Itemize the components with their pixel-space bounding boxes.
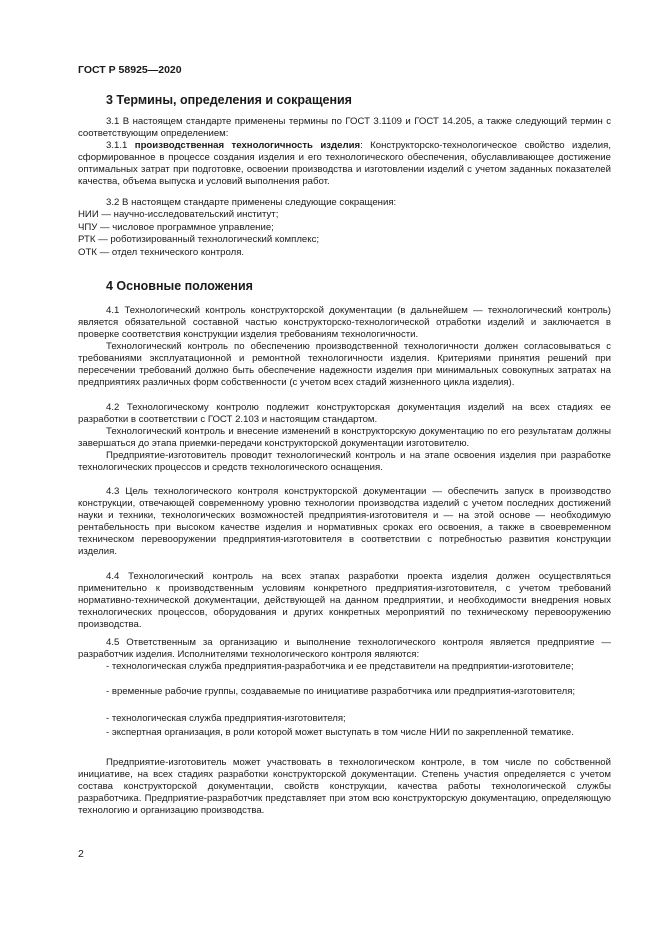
document-header: ГОСТ Р 58925—2020 xyxy=(78,64,182,76)
paragraph-3-1: 3.1 В настоящем стандарте применены термины по ГОСТ 3.1109 и ГОСТ 14.205, а также следующий термин с соответствующим определением: xyxy=(78,116,611,140)
paragraph-4-5: 4.5 Ответственным за организацию и выполнение технологического контроля является предприятие — разработчик изделия. Исполнителями технологического контроля являются: xyxy=(78,637,611,661)
abbreviation-nii: НИИ — научно-исследовательский институт; xyxy=(78,209,279,220)
list-item: - технологическая служба предприятия-изготовителя; xyxy=(106,713,346,724)
section-4-title: 4 Основные положения xyxy=(106,279,253,293)
paragraph-4-2: 4.2 Технологическому контролю подлежит конструкторская документация изделий на всех стадиях ее разработки в соответствии с ГОСТ 2.103 и настоящим стандартом. xyxy=(78,402,611,426)
abbreviation-otk: ОТК — отдел технического контроля. xyxy=(78,247,245,258)
abbreviation-chpu: ЧПУ — числовое программное управление; xyxy=(78,222,274,233)
paragraph-4-1-b: Технологический контроль по обеспечению производственной технологичности должен согласовываться с требованиями эксплуатационной и ремонтной технологичности изделия. Критериями принятия решений при пересечении требований должно быть обеспечение надежности изделия при минимальных совокупных затратах на предприятиях различных форм собственности (с учетом всех стадий жизненного цикла изделия). xyxy=(78,341,611,389)
paragraph-3-1-1 xyxy=(78,140,611,188)
section-3-title: 3 Термины, определения и сокращения xyxy=(106,93,352,107)
term-definition: : Конструкторско-технологическое свойство изделия, сформированное в процессе создания изделия и его технологического обеспечения, обуславливающее достижение оптимальных затрат при подготовке, освоении производства и изготовлении изделий с учетом заданных показателей качества, объема выпуска и условий выполнения работ. xyxy=(78,140,611,188)
term-name: производственная технологичность изделия xyxy=(134,140,361,151)
abbreviation-rtk: РТК — роботизированный технологический комплекс; xyxy=(78,234,320,245)
paragraph-4-2-b: Технологический контроль и внесение изменений в конструкторскую документацию по его результатам должны завершаться до этапа приемки-передачи конструкторской документации изготовителю. xyxy=(78,426,611,450)
list-item: - временные рабочие группы, создаваемые по инициативе разработчика или предприятия-изготовителя; xyxy=(106,686,576,697)
term-number: 3.1.1 xyxy=(106,140,135,151)
page-number: 2 xyxy=(78,848,84,860)
paragraph-4-4: 4.4 Технологический контроль на всех этапах разработки проекта изделия должен осуществляться применительно к производственным условиям конкретного предприятия-изготовителя, с учетом требований нормативно-технической документации, действующей на данном предприятии, и необходимости внедрения новых технологических процессов, оборудования и других конкретных мероприятий по техническому перевооружению производства. xyxy=(78,571,611,631)
paragraph-4-1: 4.1 Технологический контроль конструкторской документации (в дальнейшем — технологический контроль) является обязательной составной частью конструкторско-технологической отработки изделий и заключается в проверке соответствия конструкции изделия требованиям технологичности. xyxy=(78,305,611,341)
paragraph-4-2-c: Предприятие-изготовитель проводит технологический контроль и на этапе освоения изделия при разработке технологических процессов и средств технологического оснащения. xyxy=(78,450,611,474)
list-item: - технологическая служба предприятия-разработчика и ее представители на предприятии-изготовителе; xyxy=(106,661,574,672)
paragraph-4-3: 4.3 Цель технологического контроля конструкторской документации — обеспечить запуск в производство конструкции, отвечающей современному уровню технологии производства изделий с учетом последних достижений науки и техники, технологических возможностей предприятия-изготовителя и — на этой основе — необходимую рентабельность при высоком качестве изделия и нормативных сроках его освоения, а также в своевременном техническом перевооружении предприятия-изготовителя в соответствии с потребностью развития конструкции изделия. xyxy=(78,486,611,558)
list-item: - экспертная организация, в роли которой может выступать в том числе НИИ по закрепленной тематике. xyxy=(106,727,574,738)
paragraph-4-5-b: Предприятие-изготовитель может участвовать в технологическом контроле, в том числе по собственной инициативе, на всех стадиях разработки конструкторской документации. Степень участия определяется с учетом состава конструкторской документации, свойств конструкции, качества работы технологической службы разработчика. Предприятие-разработчик представляет при этом всю конструкторскую документацию, определяющую технологию и организацию производства. xyxy=(78,757,611,817)
paragraph-3-2: 3.2 В настоящем стандарте применены следующие сокращения: xyxy=(106,197,397,208)
